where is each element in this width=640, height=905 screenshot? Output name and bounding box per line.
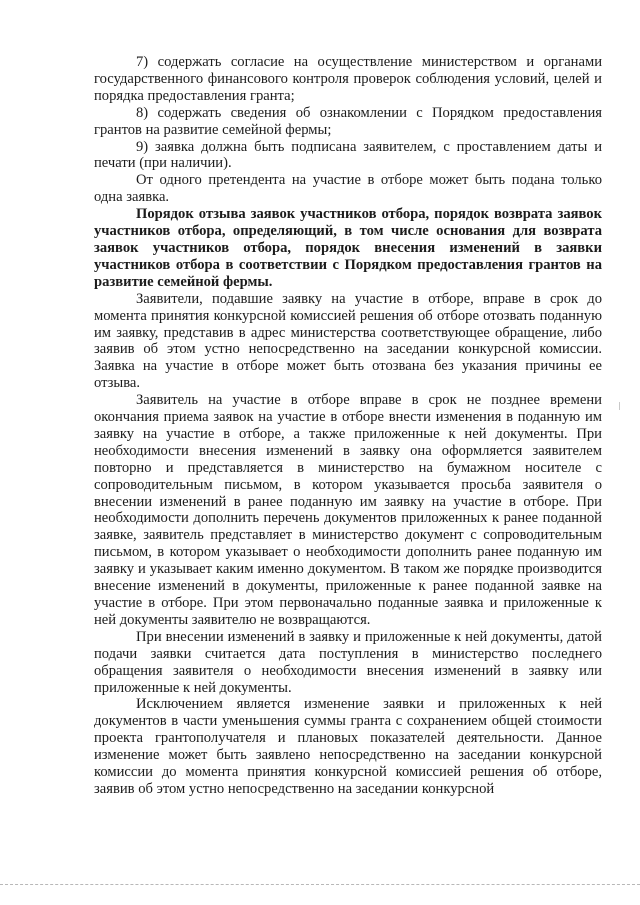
paragraph-item-9: 9) заявка должна быть подписана заявителем, с проставлением даты и печати (при наличии). (94, 138, 602, 172)
paragraph-single-application: От одного претендента на участие в отборе может быть подана только одна заявка. (94, 172, 602, 206)
scan-bottom-edge (0, 884, 640, 886)
paragraph-exception: Исключением является изменение заявки и приложенных к ней документов в части уменьшения суммы гранта с сохранением общей стоимости проекта грантополучателя и плановых показателей деятельности. Данное изменение может быть заявлено непосредственно на заседании конкурсной комиссии до момента принятия конкурсной комиссией решения об отборе, заявив об этом устно непосредственно на заседании конкурсной (94, 696, 602, 797)
paragraph-submission-date: При внесении изменений в заявку и приложенные к ней документы, датой подачи заявки считается дата поступления в министерство последнего обращения заявителя о необходимости внесения изменений в заявку или приложенные к ней документы. (94, 628, 602, 696)
paragraph-item-8: 8) содержать сведения об ознакомлении с Порядком предоставления грантов на развитие семейной фермы; (94, 104, 602, 138)
section-heading: Порядок отзыва заявок участников отбора, порядок возврата заявок участников отбора, определяющий, в том числе основания для возврата заявок участников отбора, порядок внесения изменений в заявки участников отбора в соответствии с Порядком предоставления грантов на развитие семейной фермы. (94, 206, 602, 290)
paragraph-amendments: Заявитель на участие в отборе вправе в срок не позднее времени окончания приема заявок на участие в отборе внести изменения в поданную им заявку на участие в отборе, а также приложенные к ней документы. При необходимости внесения изменений в заявку она оформляется заявителем повторно и представляется в министерство на бумажном носителе с сопроводительным письмом, в котором указывается просьба заявителя о внесении изменений в ранее поданную им заявку на участие в отборе. При необходимости дополнить перечень документов приложенных к ранее поданной заявке, заявитель представляет в министерство документ с сопроводительным письмом, в котором указывает о необходимости дополнить ранее поданную им заявку и указывает каким именно документом. В таком же порядке производится внесение изменений в документы, приложенные к ранее поданной заявке на участие в отборе. При этом первоначально поданные заявка и приложенные к ней документы заявителю не возвращаются. (94, 392, 602, 628)
paragraph-item-7: 7) содержать согласие на осуществление министерством и органами государственного финансового контроля проверок соблюдения условий, целей и порядка предоставления гранта; (94, 54, 602, 104)
scan-margin-mark (619, 402, 620, 410)
paragraph-withdrawal: Заявители, подавшие заявку на участие в отборе, вправе в срок до момента принятия конкурсной комиссией решения об отборе отозвать поданную им заявку, представив в адрес министерства соответствующее обращение, либо заявив об этом устно непосредственно на заседании конкурсной комиссии. Заявка на участие в отборе может быть отозвана без указания причины ее отзыва. (94, 290, 602, 392)
document-body (94, 54, 602, 798)
